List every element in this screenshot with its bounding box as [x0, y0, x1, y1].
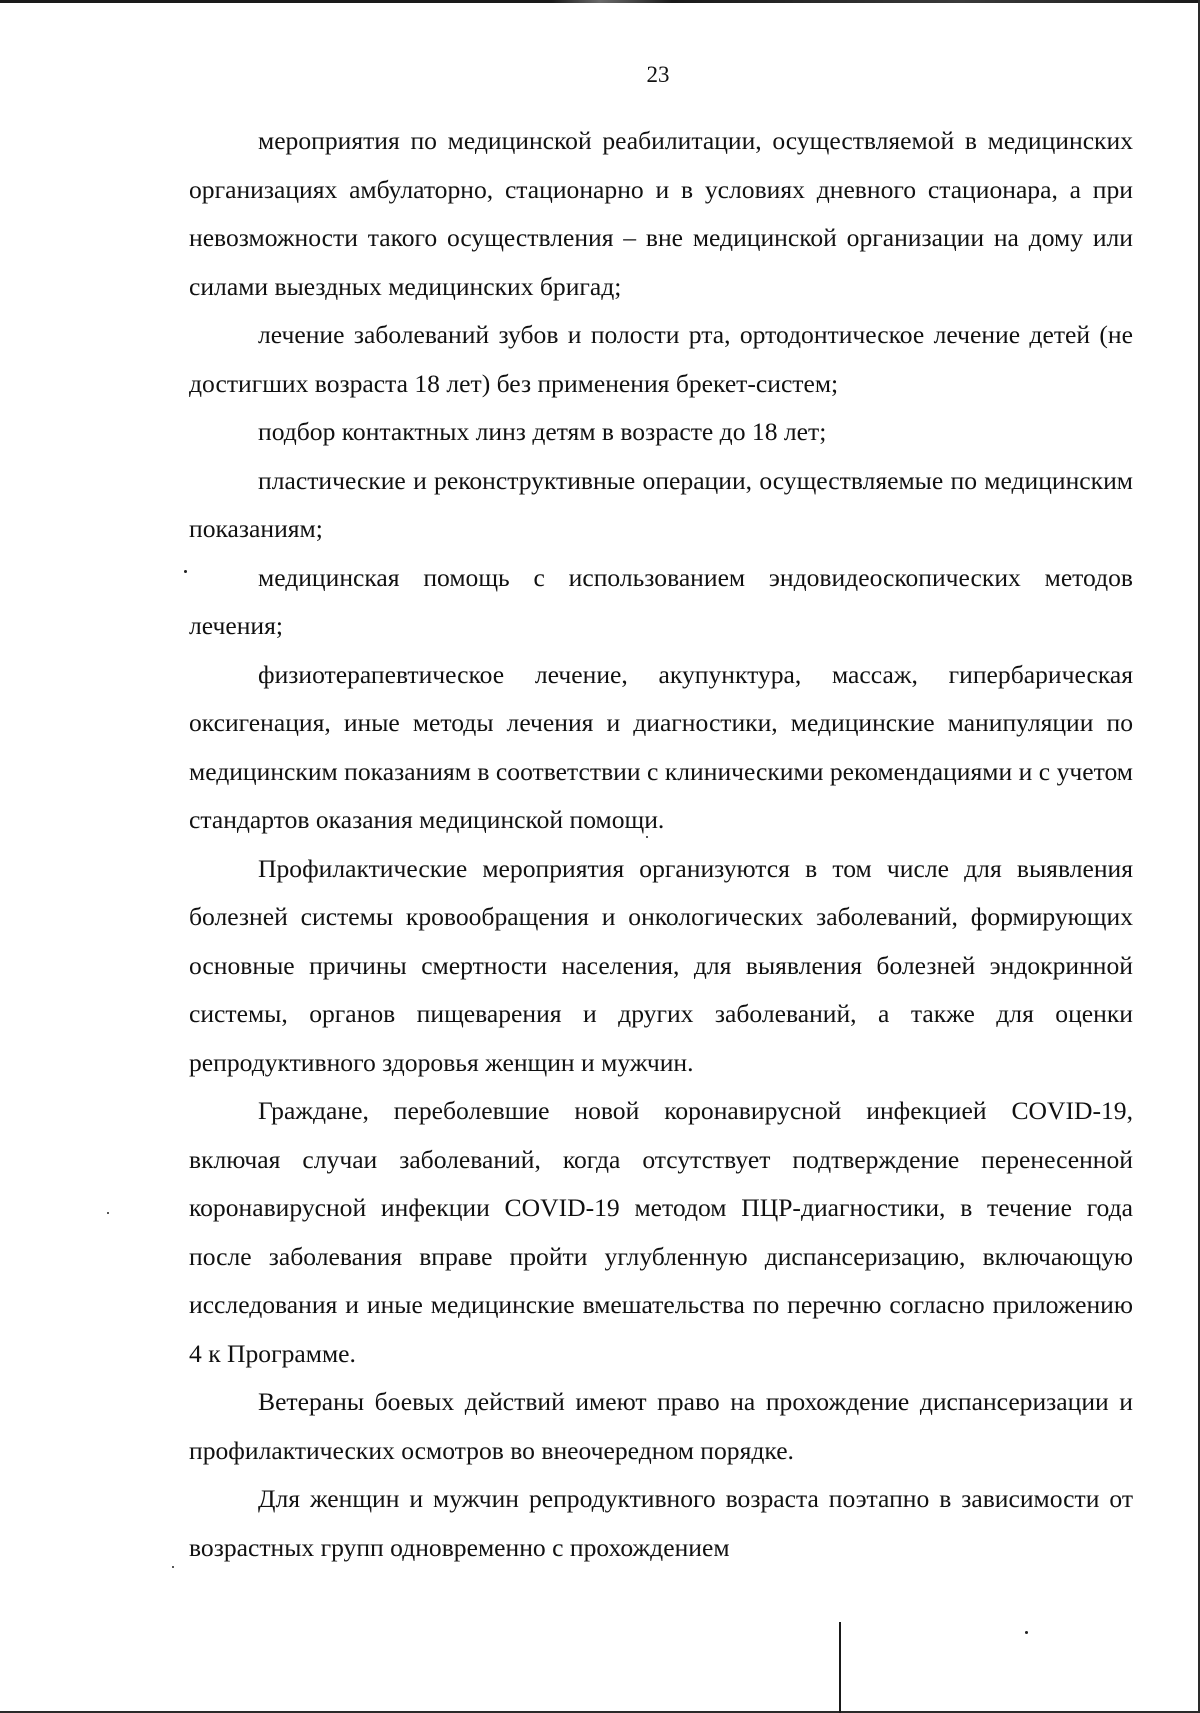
scan-speck	[172, 1566, 174, 1568]
paragraph-dental-treatment: лечение заболеваний зубов и полости рта, ортодонтическое лечение детей (не достигших возраста 18 лет) без применения брекет-систем;	[189, 320, 1133, 398]
scan-speck	[107, 1212, 109, 1214]
paragraph-covid-dispensary: Граждане, переболевшие новой коронавирусной инфекцией COVID-19, включая случаи заболеваний, когда отсутствует подтверждение перенесенной коронавирусной инфекции COVID-19 методом ПЦР-диагностики, в течение года после заболевания вправе пройти углубленную диспансеризацию, включающую исследования и иные медицинские вмешательства по перечню согласно приложению 4 к Программе.	[189, 1096, 1133, 1368]
binder-mark	[839, 1622, 841, 1713]
paragraph-preventive-measures: Профилактические мероприятия организуются в том числе для выявления болезней системы кровообращения и онкологических заболеваний, формирующих основные причины смертности населения, для выявления болезней эндокринной системы, органов пищеварения и других заболеваний, а также для оценки репродуктивного здоровья женщин и мужчин.	[189, 853, 1133, 1077]
paragraph-endovideoscopic: медицинская помощь с использованием эндовидеоскопических методов лечения;	[189, 562, 1133, 640]
document-body	[189, 117, 1133, 1572]
paragraph-physiotherapy: физиотерапевтическое лечение, акупунктура, массаж, гипербарическая оксигенация, иные методы лечения и диагностики, медицинские манипуляции по медицинским показаниям в соответствии с клиническими рекомендациями и с учетом стандартов оказания медицинской помощи.	[189, 659, 1133, 834]
scan-speck	[646, 836, 648, 838]
scan-speck	[1025, 1631, 1028, 1634]
paragraph-reproductive-age: Для женщин и мужчин репродуктивного возраста поэтапно в зависимости от возрастных групп одновременно с прохождением	[189, 1484, 1133, 1562]
paragraph-rehabilitation: мероприятия по медицинской реабилитации, осуществляемой в медицинских организациях амбулаторно, стационарно и в условиях дневного стационара, а при невозможности такого осуществления – вне медицинской организации на дому или силами выездных медицинских бригад;	[189, 126, 1133, 301]
paragraph-plastic-surgery: пластические и реконструктивные операции, осуществляемые по медицинским показаниям;	[189, 465, 1133, 543]
paragraph-contact-lenses: подбор контактных линз детям в возрасте до 18 лет;	[258, 417, 827, 446]
scan-speck	[184, 570, 187, 573]
scan-top-edge	[0, 0, 1200, 3]
paragraph-veterans: Ветераны боевых действий имеют право на прохождение диспансеризации и профилактических осмотров во внеочередном порядке.	[189, 1387, 1133, 1465]
page-number: 23	[646, 62, 670, 87]
